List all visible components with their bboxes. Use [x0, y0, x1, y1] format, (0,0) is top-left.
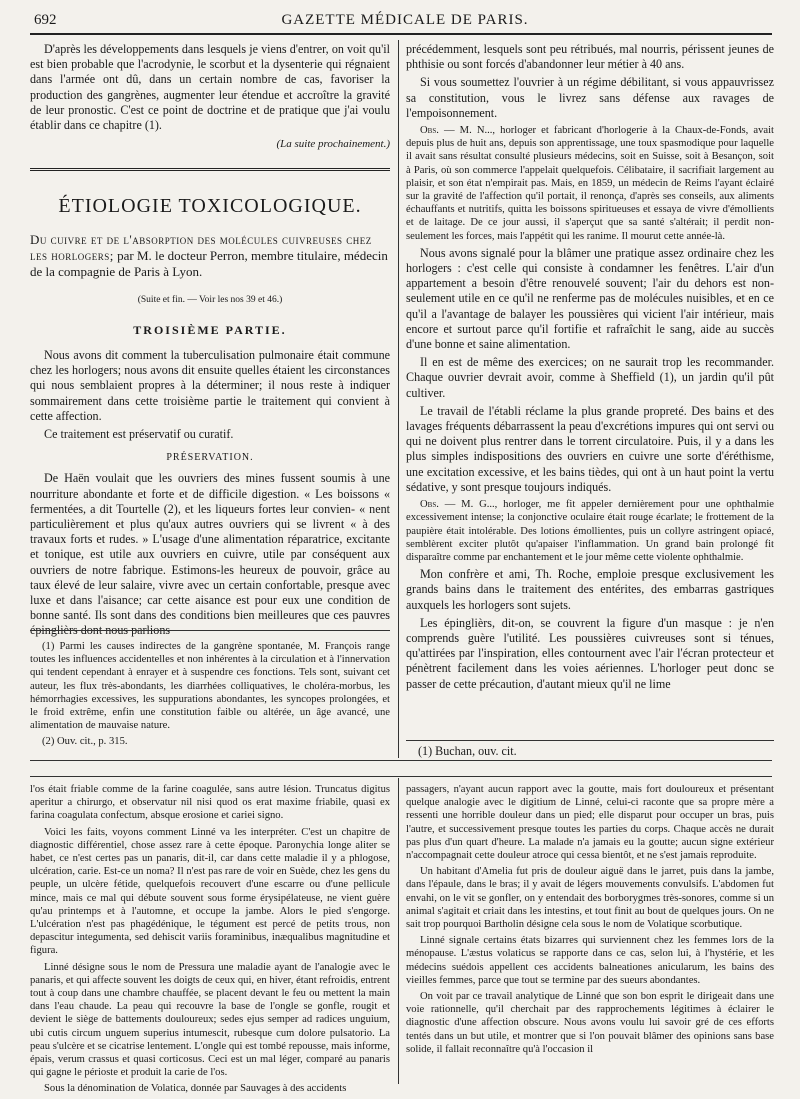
- paragraph: Si vous soumettez l'ouvrier à un régime débilitant, si vous appauvrissez sa constitution, vous le livrez sans défense aux ravages de l'empoisonnement.: [406, 75, 774, 120]
- section-title: ÉTIOLOGIE TOXICOLOGIQUE.: [58, 195, 362, 217]
- observation-text: horloger, me fit appeler dernièrement pour une ophthalmie excessivement intense; la conjonctive oculaire était rouge écarlate; le frottement de la paupière était intolérable. Des lotions émollientes, puis un collyre astringent opiacé, semblèrent exciter plutôt qu'apaiser l'inflammation. Un grand bain prolongé fit disparaître comme par enchantement et le jour même cette violente ophthalmie.: [406, 499, 774, 563]
- page-header: [30, 10, 780, 32]
- paragraph: précédemment, lesquels sont peu rétribués, mal nourris, périssent jeunes de phthisie ou sont forcés d'abandonner leur métier à 40 ans.: [406, 42, 774, 72]
- observation: [406, 124, 774, 243]
- paragraph: l'os était friable comme de la farine coagulée, sans autre lésion. Truncatus digitus aperitur a chirurgo, et observatur nil nisi quod os erat maxime friabile, quasi ex farina coagulata confectum, absque erosione et cariei signo.: [30, 784, 390, 822]
- paragraph: Linné désigne sous le nom de Pressura une maladie ayant de l'analogie avec le panaris, et qui affecte souvent les doigts de ceux qui, en hiver, étant refroidis, entrent tout à coup dans une chambre chauffée, se placent devant le feu ou mettent la main dans l'eau chaude. La peau qui recouvre la base de l'ongle se gonfle, rougit et devient le siège de battements douloureux; sedes ejus semper ad radices unguium, ubi cutis circum unguem superius intumescit, rubesque cum dolore pulsatorio. La peau s'ulcère et se cicatrise lentement. L'ongle qui est tombé repousse, mais informe, épais, verum crassus et quasi corticosus. Ceci est un mal léger, comparé au panaris qui gagne le périoste et produit la carie de l'os.: [30, 961, 390, 1079]
- footnote: (2) Ouv. cit., p. 315.: [42, 736, 128, 748]
- observation: [406, 498, 774, 564]
- footnote-rule-right: [406, 740, 774, 741]
- observation-text: horloger et fabricant d'horlogerie à la Chaux-de-Fonds, avait depuis plus de huit ans, depuis son apprentissage, une toux spasmodique pour laquelle il avait sans résultat consulté plusieurs médecins, soit en Suisse, soit à Besançon, soit à Paris, où son commerce l'appelait quelquefois. Célibataire, il sacrifiait largement au plaisir, et son état n'empirait pas. Mais, en 1859, un médecin de Reims l'ayant éclairé sur la gravité de l'affection qu'il portait, il renonça, d'après ses conseils, aux aliments échauffants et nutritifs, quitta les boissons spiritueuses et essaya de vivre d'émollients et de laitage. De ce jour aussi, il s'aperçut que sa santé s'altérait; il perdit non-seulement les forces, mais l'appétit qui les ranime. Il mourut cette année-là.: [406, 125, 774, 242]
- column-divider-bottom: [398, 778, 399, 1084]
- section-divider: [30, 168, 390, 171]
- article-heading-title: Du cuivre et de l'absorption des molécules cuivreuses chez les horlogers;: [30, 232, 372, 263]
- column-divider-top: [398, 40, 399, 758]
- observation-label: Obs. — M. G...,: [420, 499, 498, 511]
- article-heading-author: par M. le docteur Perron, membre titulaire, médecin de la compagnie de Paris à Lyon.: [30, 248, 388, 279]
- part-title: TROISIÈME PARTIE.: [133, 323, 287, 337]
- left-column-bottom: [30, 783, 390, 1099]
- paragraph: Le travail de l'établi réclame la plus grande propreté. Des bains et des lavages fréquents débarrassent la peau d'excrétions impures qui ont servi ou qui ne doivent plus rentrer dans le torrent circulatoire. Puis, il y a dans les plus simples indispositions des ouvriers en cuivre une sorte d'éréthisme, une excitation excessive, et les bains tièdes, qui ont à un haut point la vertu sédative, y sont presque toujours indiqués.: [406, 403, 774, 494]
- page-number: 692: [34, 12, 57, 28]
- right-footnote: (1) Buchan, ouv. cit.: [418, 744, 517, 758]
- paragraph: passagers, n'ayant aucun rapport avec la goutte, mais fort douloureux et présentant quelque analogie avec le digitium de Linné, celui-ci raconte que sa propre mère a ressenti une horrible douleur dans un pied; elle disparut pour occuper un bras, puis l'autre, et successivement presque toutes les parties du corps. Chaque accès ne durait pas plus d'un quart d'heure. La malade n'a jamais eu la goutte; aucun signe extérieur n'accompagnait cette douleur atroce qui cessa bientôt, et ne s'est jamais reproduite.: [406, 784, 774, 862]
- paragraph: Nous avons dit comment la tuberculisation pulmonaire était commune chez les horlogers; nous avons dit ensuite quelles étaient les circonstances qui nous semblaient propres à la déterminer; il nous reste à indiquer sommairement dans cette troisième partie le traitement qui convient à cette affection.: [30, 348, 390, 423]
- continuation-note: (Suite et fin. — Voir les nos 39 et 46.): [137, 295, 283, 305]
- page-section-separator: [30, 760, 772, 761]
- footnote-rule-left: [30, 630, 390, 631]
- article-heading: [30, 232, 390, 642]
- subheading-preservation: PRÉSERVATION.: [166, 452, 254, 464]
- footnote: (1) Parmi les causes indirectes de la gangrène spontanée, M. François range toutes les influences accidentelles et non inhérentes à la circulation et à l'innervation qui tendent cependant à enrayer et à suspendre ces fonctions. Tels sont, suivant cet auteur, les flux très-abondants, les diarrhées colliquatives, le choléra-morbus, les hémorrhagies excessives, les suppurations abondantes, les syncopes prolongées, et le froid extrême, enfin une constitution faible ou altérée, un âge avancé, une alimentation de mauvaise nature.: [30, 641, 390, 732]
- left-column-top: [30, 42, 390, 152]
- paragraph: Ce traitement est préservatif ou curatif.: [44, 427, 234, 442]
- page-section-separator-lower: [30, 776, 772, 777]
- to-be-continued: (La suite prochainement.): [276, 138, 390, 151]
- paragraph: Mon confrère et ami, Th. Roche, emploie presque exclusivement les grands bains dans le traitement des entérites, des embarras gastriques auxquels les horlogers sont sujets.: [406, 567, 774, 612]
- right-column-top: [406, 42, 774, 695]
- paragraph: D'après les développements dans lesquels je viens d'entrer, on voit qu'il est bien probable que l'acrodynie, le scorbut et la dysenterie qui régnaient dans l'armée ont dû, dans un certain nombre de cas, favoriser la production des gangrènes, augmenter leur étendue et accroître la gravité de leur pronostic. C'est ce point de doctrine et de pratique que j'ai voulu établir dans ce chapitre (1).: [30, 42, 390, 133]
- paragraph: Les épinglièrs, dit-on, se couvrent la figure d'un masque : je n'en comprends guère l'utilité. Les poussières cuivreuses sont si ténues, qu'attirées par l'inspiration, elles contournent avec l'air l'écran protecteur et pénètrent facilement dans les voies aériennes. L'horloger peut donc se passer de cette précaution, d'autant mieux qu'il ne lime: [406, 615, 774, 691]
- paragraph: Un habitant d'Amelia fut pris de douleur aiguë dans le jarret, puis dans la jambe, dans l'épaule, dans le bras; il y avait de légers mouvements convulsifs. L'abdomen fut envahi, on le vit se gonfler, on y entendait des borborygmes très-sonores, comme si un animal s'agitait et criait dans les intestins, et tout finit au bout de quelques jours. On ne sait trop pourquoi Bartholin désigne cela sous le nom de Volatique scorbutique.: [406, 866, 774, 931]
- left-footnotes: [30, 640, 390, 752]
- article-body: [30, 348, 390, 639]
- paragraph: Sous la dénomination de Volatica, donnée par Sauvages à des accidents: [44, 1083, 347, 1095]
- observation-label: Obs. — M. N...,: [420, 125, 496, 137]
- paragraph: Voici les faits, voyons comment Linné va les interpréter. C'est un chapitre de diagnostic différentiel, chose assez rare à cette époque. Paronychia longe aliter se habet, ce n'est certes pas un panaris, dit-il, car dans cette maladie il y a phlogose, ulcération, carie. Est-ce un noma? Il n'est pas rare de voir en Suède, chez les gens du peuple, un ulcère fétide, quelquefois recouvert d'une escarre ou d'une pellicule mince, mais ce mal qui débute souvent sous forme érysipélateuse, ne vient guère qu'au printemps et à l'automne, et occupe la jambe. Alors le pied s'engorge. L'ulcération n'est pas phagédénique, le tégument est percé de petits trous, non depascitur integumenta, sed dehiscit variis foraminibus, inæqualibus magnitudine et figura.: [30, 826, 390, 957]
- paragraph: On voit par ce travail analytique de Linné que son bon esprit le dirigeait dans une voie rationnelle, qu'il cherchait par des rapprochements légitimes à éclairer le diagnostic d'une affection obscure. Nous avons voulu lui savoir gré de ces efforts tentés dans un but utile, et montrer que si l'on pouvait blâmer des opinions sans base solide, il fallait reconnaître qu'à l'occasion il: [406, 991, 774, 1055]
- paragraph: Il en est de même des exercices; on ne saurait trop les recommander. Chaque ouvrier devrait avoir, comme à Sheffield (1), un jardin qu'il pût cultiver.: [406, 355, 774, 400]
- paragraph: De Haën voulait que les ouvriers des mines fussent soumis à une nourriture abondante et forte et de difficile digestion. « Les boissons « fermentées, a dit Tourtelle (2), et les liqueurs fortes leur convien- « nent particulièrement et plus qu'aux autres ouvriers qui se livrent « à des travaux forts et rudes. » L'usage d'une alimentation réparatrice, excitante et tonique, est utile aux ouvriers en cuivre, utile par conséquent aux ouvriers de notre fabrique. Estimons-les heureux de pouvoir, grâce au taux élevé de leur salaire, vivre avec un certain confortable, presque avec luxe et dans l'aisance; car cette aisance est pour eux une condition de bonne santé. Ils sont dans des conditions bien meilleures que ces pauvres épinglièrs dont nous parlions: [30, 471, 390, 638]
- right-column-bottom: [406, 783, 774, 1059]
- paragraph: Linné signale certains états bizarres qui surviennent chez les femmes lors de la ménopause. L'æstus volaticus se rapporte dans ce cas, selon lui, à l'hystérie, et les médecins suédois appellent ces accidents balneationes anicularum, les bains des vieilles femmes, parce que tout se termine par des sueurs abondantes.: [406, 935, 774, 986]
- journal-title: GAZETTE MÉDICALE DE PARIS.: [281, 12, 529, 28]
- header-rule: [30, 33, 772, 35]
- paragraph: Nous avons signalé pour la blâmer une pratique assez ordinaire chez les horlogers : c'est celle qui consiste à condamner les fenêtres. L'air d'un appartement a besoin d'être renouvelé souvent; l'air du dehors est non-seulement utile en ce qu'il ne renferme pas de molécules nuisibles, et en ce qu'il a l'avantage de balayer les poussières qui vicient l'air intérieur, mais encore et surtout parce qu'il fortifie et rafraîchit le sang, aide au succès d'une bonne et saine alimentation.: [406, 245, 774, 352]
